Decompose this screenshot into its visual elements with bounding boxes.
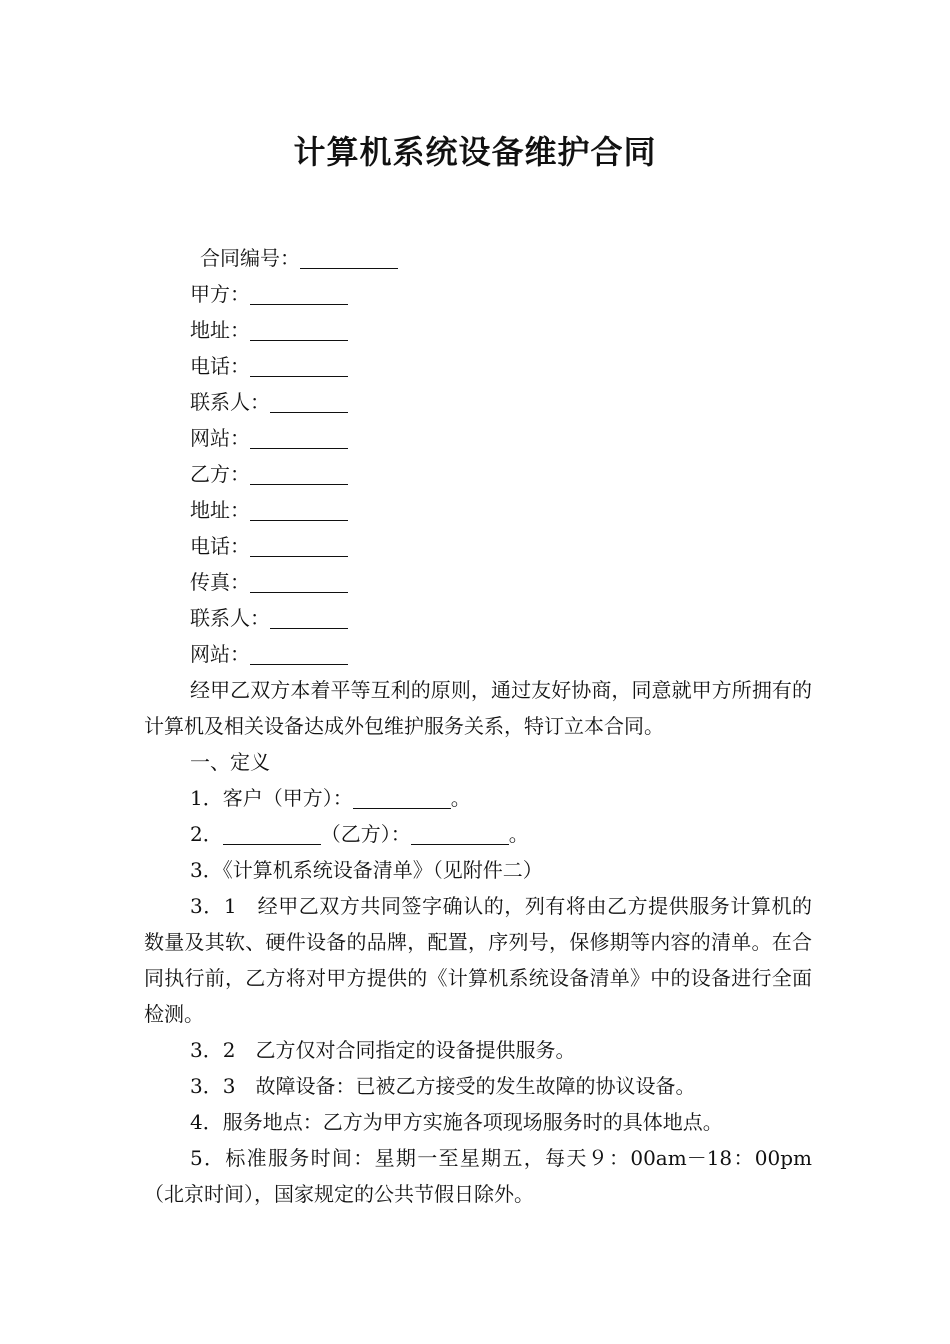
definition-3: 3．《计算机系统设备清单》（见附件二） [190, 858, 543, 882]
party-b-address-blank [250, 502, 348, 521]
party-a-contact-blank [270, 394, 348, 413]
party-a-field [144, 276, 812, 312]
definition-3-3: 3．3 故障设备：已被乙方接受的发生故障的协议设备。 [190, 1074, 696, 1098]
document-body [144, 240, 812, 1212]
party-b-address-field [144, 492, 812, 528]
party-b-contact-label: 联系人： [190, 606, 270, 630]
party-a-website-field [144, 420, 812, 456]
party-a-contact-field [144, 384, 812, 420]
intro-paragraph: 经甲乙双方本着平等互利的原则，通过友好协商，同意就甲方所拥有的计算机及相关设备达成外包维护服务关系，特订立本合同。 [144, 678, 812, 738]
party-a-address-field [144, 312, 812, 348]
definition-2-mid: （乙方）： [320, 822, 411, 846]
party-b-phone-label: 电话： [190, 534, 250, 558]
party-b-website-blank [250, 646, 348, 665]
party-a-address-label: 地址： [190, 318, 250, 342]
definition-2-blank-1 [223, 826, 321, 845]
party-b-phone-field [144, 528, 812, 564]
party-a-contact-label: 联系人： [190, 390, 270, 414]
definition-5: 5．标准服务时间：星期一至星期五，每天９：00am－18：00pm（北京时间），国家规定的公共节假日除外。 [144, 1146, 812, 1206]
party-a-label: 甲方： [190, 282, 250, 306]
party-b-phone-blank [250, 538, 348, 557]
definition-1-end: 。 [450, 786, 471, 810]
definition-3-2: 3．2 乙方仅对合同指定的设备提供服务。 [190, 1038, 576, 1062]
party-b-website-label: 网站： [190, 642, 250, 666]
party-a-phone-field [144, 348, 812, 384]
definition-1-blank [353, 790, 451, 809]
definition-2 [144, 816, 812, 852]
party-b-fax-field [144, 564, 812, 600]
contract-number-label: 合同编号： [200, 246, 300, 270]
party-b-blank [250, 466, 348, 485]
party-b-label: 乙方： [190, 462, 250, 486]
document-title: 计算机系统设备维护合同 [293, 133, 657, 171]
definition-2-blank-2 [411, 826, 509, 845]
party-b-address-label: 地址： [190, 498, 250, 522]
party-b-contact-field [144, 600, 812, 636]
party-b-contact-blank [270, 610, 348, 629]
definition-4: 4．服务地点：乙方为甲方实施各项现场服务时的具体地点。 [190, 1110, 723, 1134]
section-heading: 一、定义 [190, 750, 270, 774]
party-a-website-blank [250, 430, 348, 449]
party-a-phone-blank [250, 358, 348, 377]
party-a-address-blank [250, 322, 348, 341]
party-b-website-field [144, 636, 812, 672]
contract-number-blank [300, 250, 398, 269]
party-b-field [144, 456, 812, 492]
party-a-website-label: 网站： [190, 426, 250, 450]
contract-number-field [144, 240, 812, 276]
party-b-fax-blank [250, 574, 348, 593]
definition-1-label: 1．客户（甲方）： [190, 786, 353, 810]
party-b-fax-label: 传真： [190, 570, 250, 594]
party-a-blank [250, 286, 348, 305]
definition-3-1: 3．1 经甲乙双方共同签字确认的，列有将由乙方提供服务计算机的数量及其软、硬件设备的品牌，配置，序列号，保修期等内容的清单。在合同执行前，乙方将对甲方提供的《计算机系统设备清单》中的设备进行全面检测。 [144, 894, 812, 1026]
definition-2-label: 2． [190, 822, 223, 846]
party-a-phone-label: 电话： [190, 354, 250, 378]
definition-1 [144, 780, 812, 816]
definition-2-end: 。 [508, 822, 529, 846]
